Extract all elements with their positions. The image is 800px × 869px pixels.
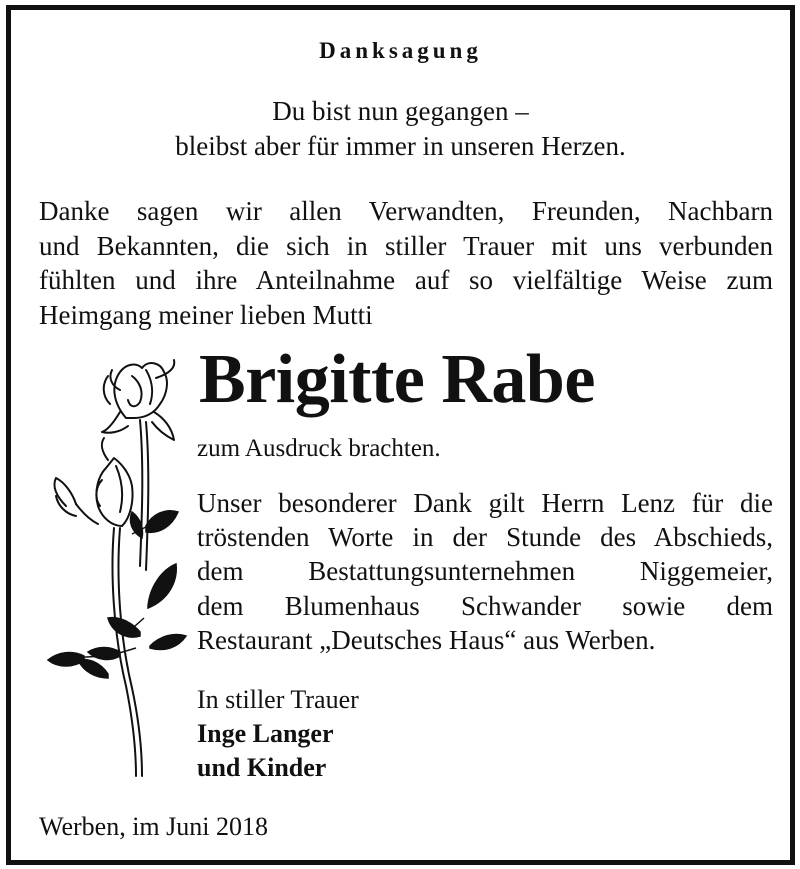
obituary-notice xyxy=(6,5,795,865)
deceased-name: Brigitte Rabe xyxy=(199,341,595,418)
signer-name: Inge Langer xyxy=(197,719,334,748)
signoff-greeting: In stiller Trauer xyxy=(197,685,359,714)
thanks-line: Unser besonderer Dank gilt Herrn Lenz für die xyxy=(197,488,773,518)
motto xyxy=(11,94,790,164)
signer-name: und Kinder xyxy=(197,753,327,782)
motto-line: Du bist nun gegangen – xyxy=(272,96,529,126)
signoff xyxy=(197,683,359,785)
notice-heading: Danksagung xyxy=(319,38,482,63)
intro-paragraph xyxy=(39,194,773,332)
intro-line: Danke sagen wir allen Verwandten, Freunden, Nachbarn xyxy=(39,196,773,226)
intro-line: Heimgang meiner lieben Mutti xyxy=(39,299,373,330)
thanks-line: Restaurant „Deutsches Haus“ aus Werben. xyxy=(197,624,656,655)
place-date: Werben, im Juni 2018 xyxy=(39,812,268,841)
thanks-paragraph xyxy=(197,486,773,657)
motto-line: bleibst aber für immer in unseren Herzen. xyxy=(175,131,626,161)
intro-line: fühlten und ihre Anteilnahme auf so vielfältige Weise zum xyxy=(39,265,773,295)
thanks-line: tröstenden Worte in der Stunde des Abschieds, xyxy=(197,522,773,553)
intro-line: und Bekannten, die sich in stiller Trauer mit uns verbunden xyxy=(39,230,773,261)
thanks-line: dem Bestattungsunternehmen Niggemeier, xyxy=(197,556,773,587)
thanks-line: dem Blumenhaus Schwander sowie dem xyxy=(197,590,773,621)
rose-illustration xyxy=(36,356,196,786)
after-name-text: zum Ausdruck brachten. xyxy=(197,435,441,462)
